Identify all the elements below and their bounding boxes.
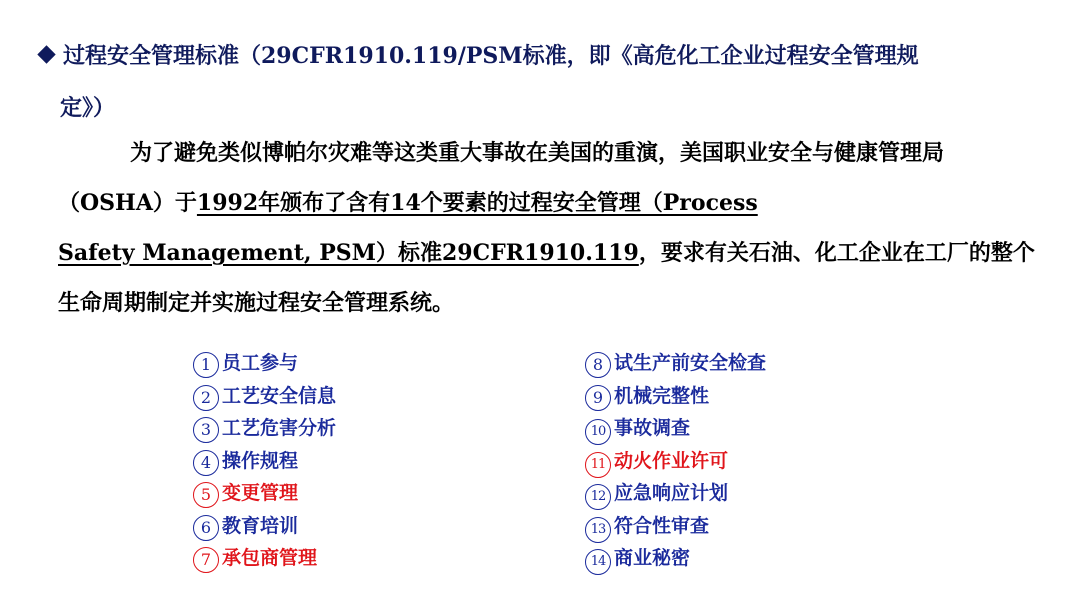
elements-column-left [193, 347, 336, 575]
paragraph-underlined-b: Safety Management, PSM）标准29CFR1910.119 [58, 240, 639, 266]
psm-element-item [585, 380, 766, 413]
psm-element-label: 应急响应计划 [614, 482, 729, 504]
psm-element-label: 教育培训 [222, 514, 299, 537]
psm-element-label: 承包商管理 [222, 547, 318, 569]
paragraph-intro: 为了避免类似博帕尔灾难等这类重大事故在美国的重演，美国职业安全与健康管理局（OSHA）于 [58, 140, 945, 216]
psm-element-item [585, 477, 766, 510]
circled-number: 2 [193, 385, 219, 411]
heading-line-1 [36, 30, 1046, 82]
psm-element-item [193, 510, 336, 543]
psm-element-label: 员工参与 [222, 352, 299, 374]
circled-number: 13 [585, 517, 611, 543]
circled-number: 6 [193, 515, 219, 541]
psm-element-item [585, 510, 766, 543]
psm-elements-list [0, 347, 1080, 587]
circled-number: 10 [585, 419, 611, 445]
body-paragraph [58, 128, 1048, 328]
circled-number: 7 [193, 547, 219, 573]
heading-text-1: 过程安全管理标准（29CFR1910.119/PSM标准，即《高危化工企业过程安全管理规 [63, 43, 919, 69]
psm-element-item [193, 542, 336, 575]
circled-number: 1 [193, 352, 219, 378]
psm-element-item [585, 412, 766, 445]
circled-number: 14 [585, 549, 611, 575]
psm-element-label: 工艺危害分析 [222, 417, 337, 439]
psm-element-label: 变更管理 [222, 482, 299, 504]
psm-element-label: 操作规程 [222, 449, 299, 472]
paragraph-underlined-a: 1992年颁布了含有14个要素的过程安全管理（Process [196, 190, 758, 216]
circled-number: 5 [193, 482, 219, 508]
psm-element-label: 事故调查 [614, 417, 691, 439]
circled-number: 8 [585, 352, 611, 378]
psm-element-label: 机械完整性 [614, 384, 710, 407]
diamond-bullet-icon [37, 45, 55, 63]
psm-element-label: 试生产前安全检查 [614, 352, 767, 374]
psm-element-item [193, 380, 336, 413]
psm-element-item [193, 445, 336, 478]
circled-number: 4 [193, 450, 219, 476]
heading-line-2: 定》） [60, 95, 116, 121]
psm-element-label: 符合性审查 [614, 514, 710, 537]
circled-number: 9 [585, 385, 611, 411]
psm-element-label: 动火作业许可 [614, 449, 729, 472]
paragraph-outro: ，要求有关石油、化工企业在工厂的整个生命周期制定并实施过程安全管理系统。 [58, 240, 1035, 316]
psm-element-item [585, 347, 766, 380]
elements-column-right [585, 347, 766, 575]
circled-number: 3 [193, 417, 219, 443]
psm-element-item [585, 542, 766, 575]
section-heading [36, 30, 1046, 134]
circled-number: 11 [585, 452, 611, 478]
psm-element-item [193, 412, 336, 445]
psm-element-label: 商业秘密 [614, 547, 691, 569]
psm-element-item [585, 445, 766, 478]
circled-number: 12 [585, 484, 611, 510]
psm-element-item [193, 477, 336, 510]
psm-element-label: 工艺安全信息 [222, 384, 337, 407]
psm-element-item [193, 347, 336, 380]
